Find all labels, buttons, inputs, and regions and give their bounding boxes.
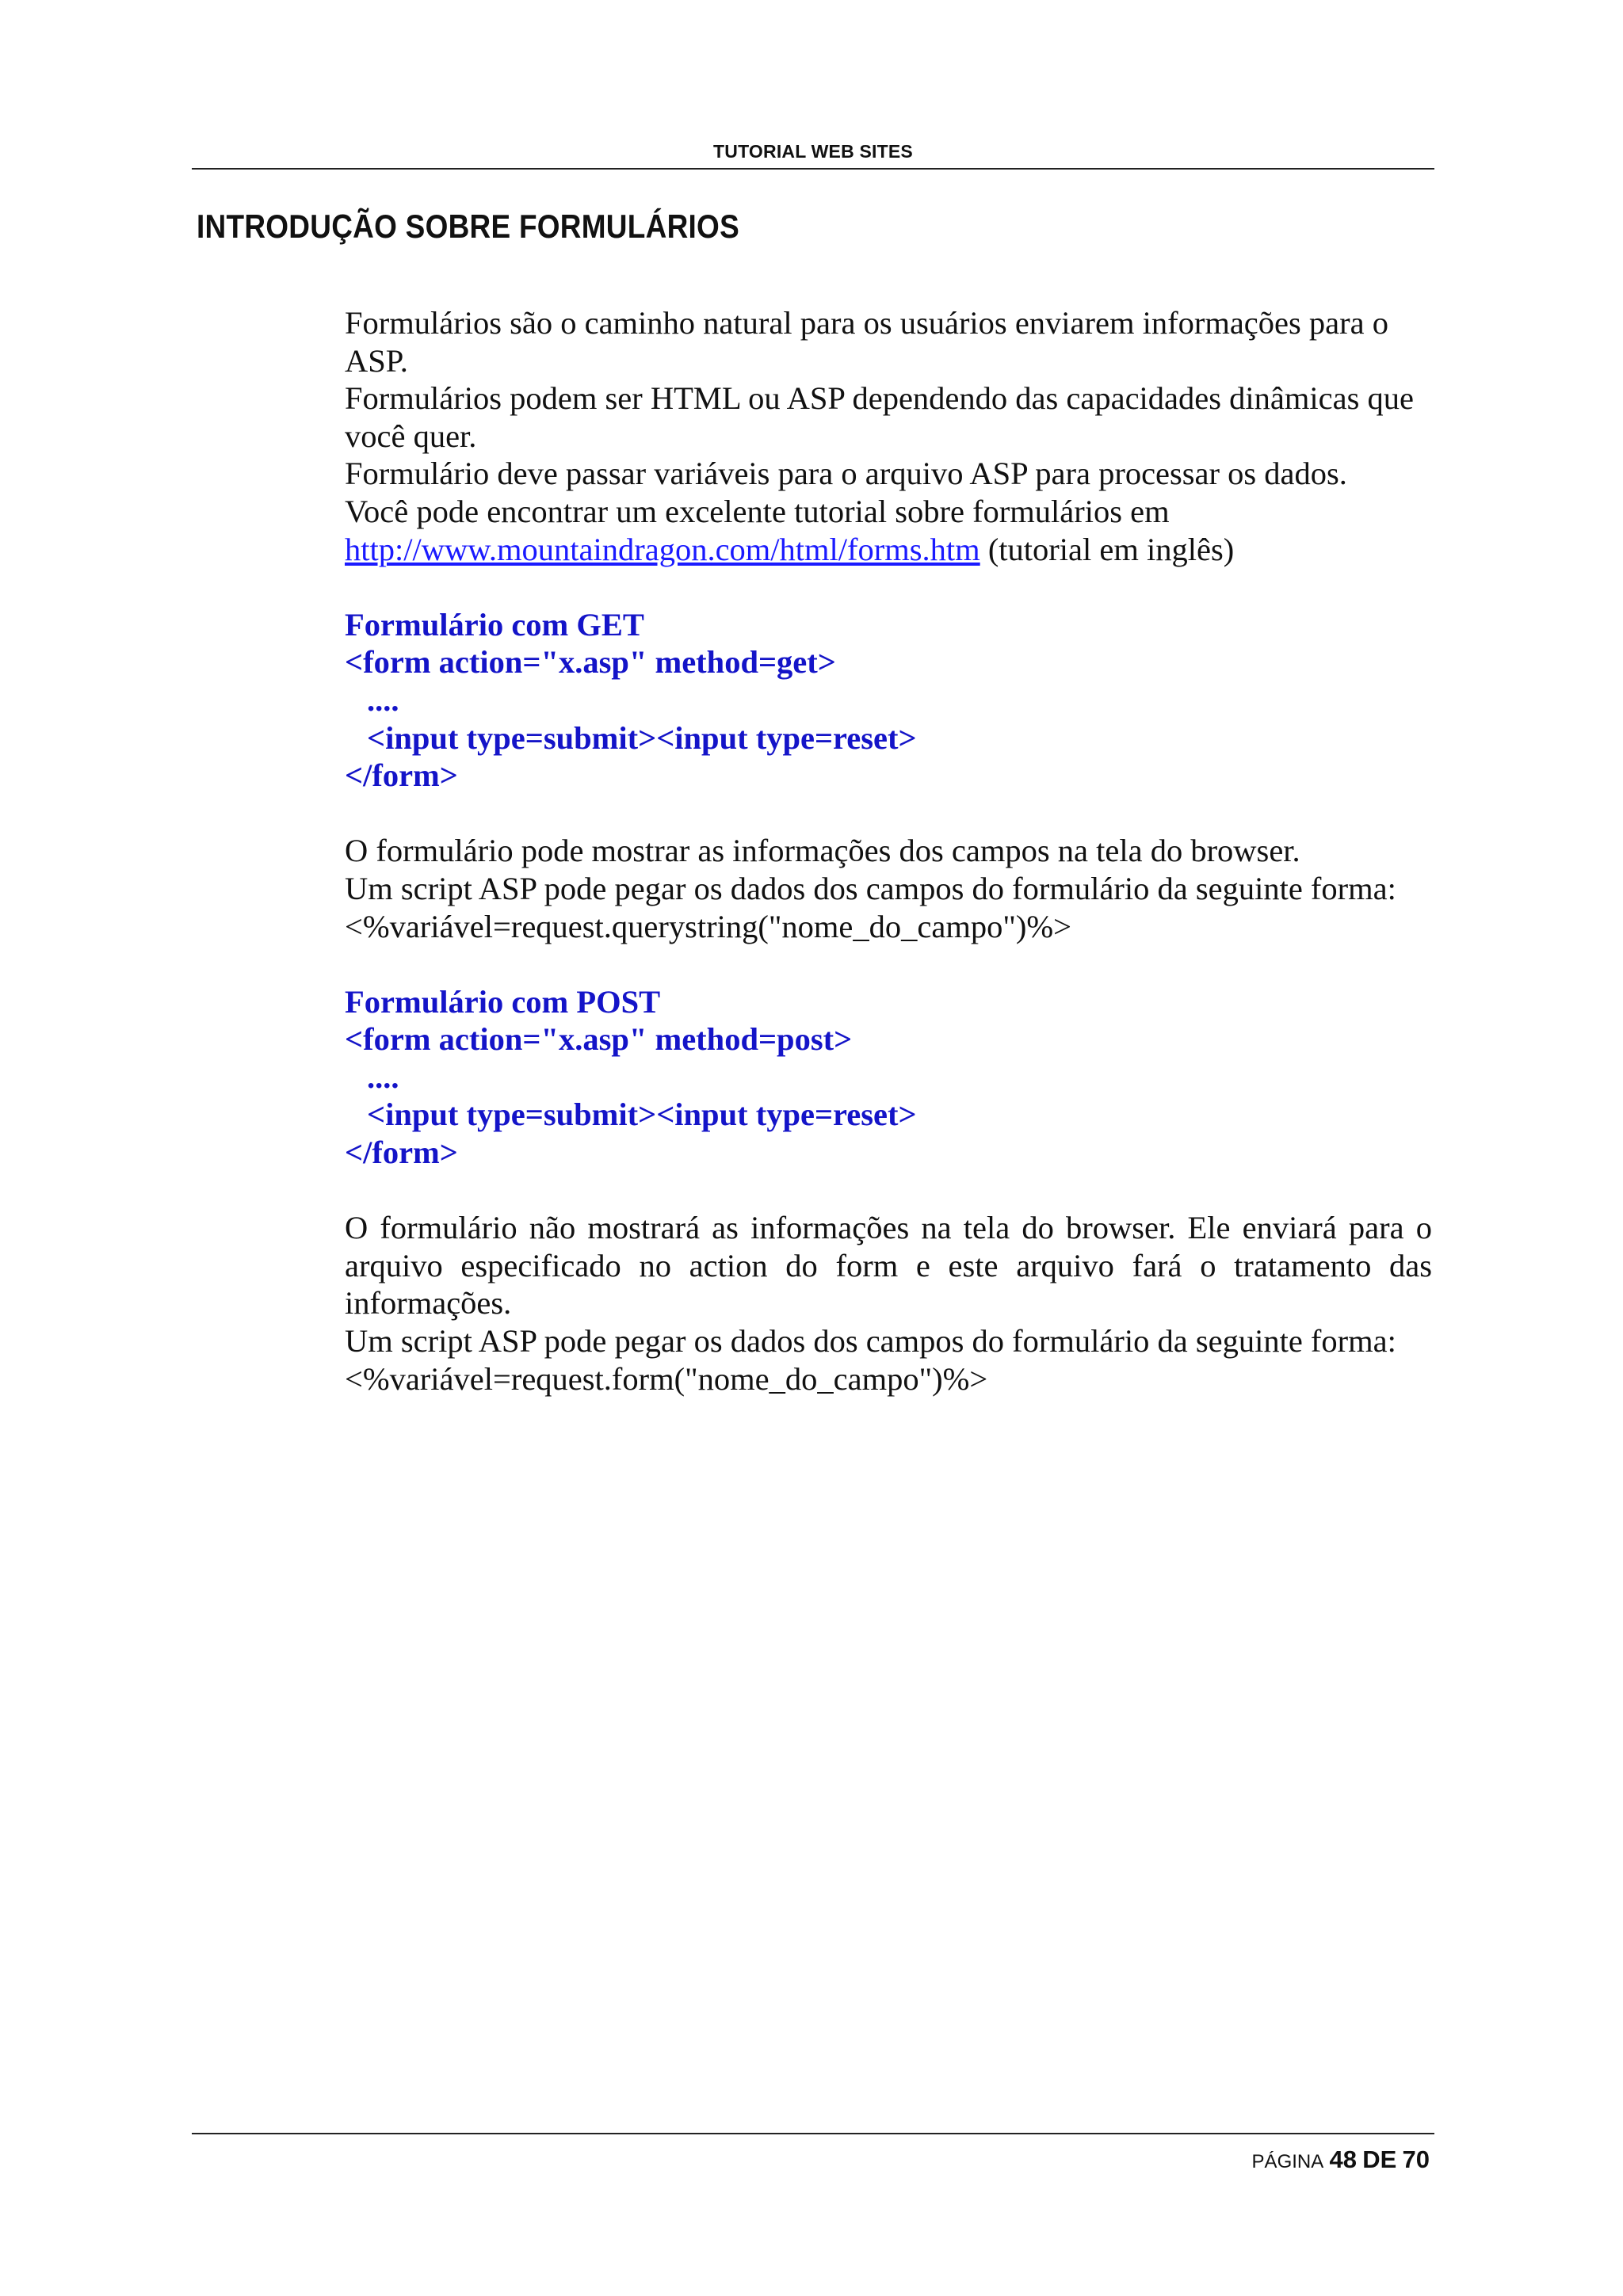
get-paragraph-1: O formulário pode mostrar as informações dos campos na tela do browser.	[345, 833, 1300, 869]
post-code-example: <%variável=request.form("nome_do_campo")%>	[345, 1360, 988, 1397]
post-paragraph-2: Um script ASP pode pegar os dados dos campos do formulário da seguinte forma:	[345, 1323, 1396, 1360]
intro-line-4: Você pode encontrar um excelente tutorial sobre formulários em	[345, 493, 1170, 529]
get-code-inputs: <input type=submit><input type=reset>	[367, 719, 917, 756]
get-code-close: </form>	[345, 757, 458, 794]
header-rule	[192, 168, 1434, 170]
intro-line-2: Formulários podem ser HTML ou ASP dependendo das capacidades dinâmicas que você quer.	[345, 380, 1414, 454]
post-code-dots: ....	[367, 1058, 399, 1095]
page-title: INTRODUÇÃO SOBRE FORMULÁRIOS	[197, 208, 739, 245]
intro-line-1: Formulários são o caminho natural para os usuários enviarem informações para o ASP.	[345, 305, 1388, 379]
post-heading: Formulário com POST	[345, 983, 661, 1020]
intro-link-line	[345, 531, 1432, 569]
get-paragraph-2: Um script ASP pode pegar os dados dos campos do formulário da seguinte forma:	[345, 870, 1396, 906]
page-content	[345, 304, 1432, 1398]
post-code-open: <form action="x.asp" method=post>	[345, 1021, 853, 1058]
total-pages: 70	[1402, 2145, 1430, 2173]
spacer	[345, 795, 1432, 833]
post-code-close: </form>	[345, 1135, 458, 1171]
page-number: 48	[1329, 2145, 1357, 2173]
link-suffix: (tutorial em inglês)	[980, 531, 1235, 567]
get-code-open: <form action="x.asp" method=get>	[345, 644, 836, 681]
get-code-example: <%variável=request.querystring("nome_do_campo")%>	[345, 908, 1071, 944]
of-label: DE	[1362, 2145, 1397, 2173]
spacer	[345, 568, 1432, 606]
get-code-dots: ....	[367, 681, 399, 718]
get-heading: Formulário com GET	[345, 606, 644, 643]
post-code-inputs: <input type=submit><input type=reset>	[367, 1097, 917, 1133]
intro-line-3: Formulário deve passar variáveis para o arquivo ASP para processar os dados.	[345, 456, 1347, 492]
page-label: PÁGINA	[1251, 2151, 1324, 2172]
page-footer	[1252, 2145, 1430, 2174]
running-header: TUTORIAL WEB SITES	[713, 141, 913, 162]
spacer	[345, 1172, 1432, 1210]
tutorial-link[interactable]: http://www.mountaindragon.com/html/forms.htm	[345, 531, 980, 567]
spacer	[345, 945, 1432, 983]
footer-rule	[192, 2133, 1434, 2134]
post-paragraph-1: O formulário não mostrará as informações na tela do browser. Ele enviará para o arquivo especificado no action do form e este arquivo fará o tratamento das informações.	[345, 1210, 1432, 1322]
